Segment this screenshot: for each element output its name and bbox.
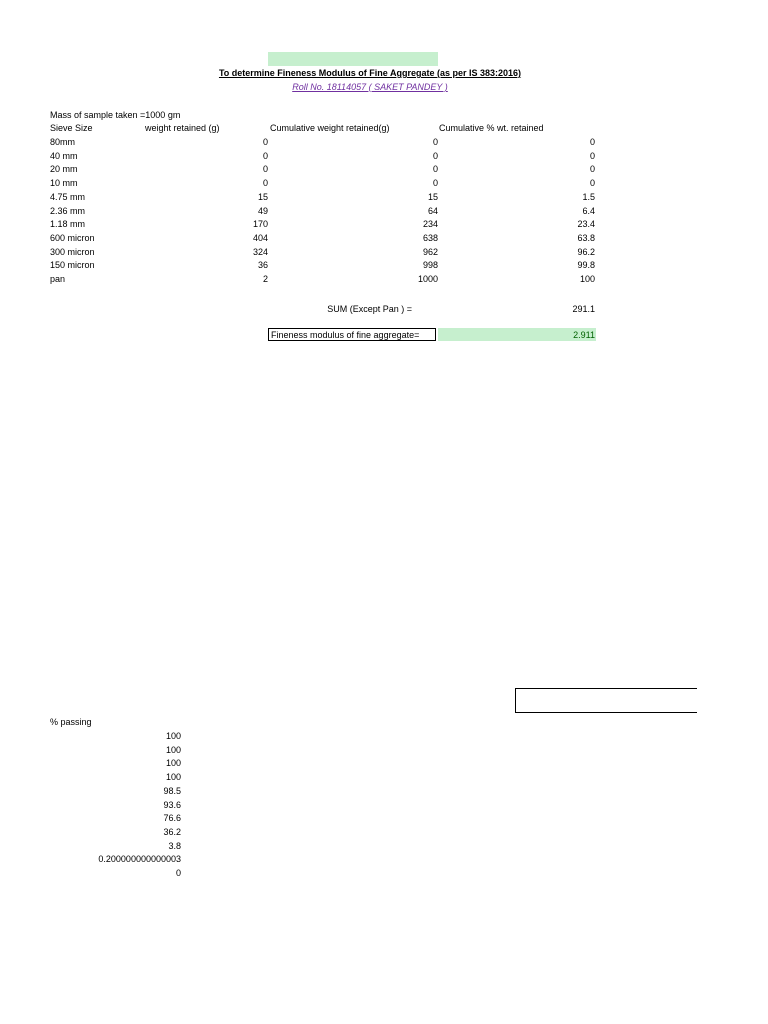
passing-header: % passing bbox=[50, 717, 92, 727]
passing-value: 100 bbox=[165, 772, 181, 783]
cell-cumulative: 1000 bbox=[417, 274, 438, 284]
passing-value: 100 bbox=[165, 758, 181, 769]
cell-sieve: 40 mm bbox=[50, 150, 78, 161]
cell-percent: 63.8 bbox=[577, 232, 595, 243]
passing-value: 0.200000000000003 bbox=[98, 854, 181, 865]
cell-cumulative: 0 bbox=[432, 150, 438, 161]
cell-percent: 0 bbox=[589, 150, 595, 161]
cell-cumulative: 234 bbox=[422, 219, 438, 230]
passing-value: 36.2 bbox=[163, 826, 181, 837]
page-title: To determine Fineness Modulus of Fine Aggregate (as per IS 383:2016) bbox=[218, 68, 522, 78]
cell-percent: 6.4 bbox=[582, 205, 595, 216]
cell-cumulative: 64 bbox=[427, 205, 438, 216]
sum-label: SUM (Except Pan ) = bbox=[327, 304, 412, 314]
passing-value: 3.8 bbox=[168, 840, 181, 851]
cell-percent: 99.8 bbox=[577, 260, 595, 271]
cell-weight: 324 bbox=[252, 246, 268, 257]
cell-percent: 0 bbox=[589, 137, 595, 147]
cell-percent: 96.2 bbox=[577, 246, 595, 257]
passing-value: 0 bbox=[175, 868, 181, 878]
cell-cumulative: 962 bbox=[422, 246, 438, 257]
cell-percent: 23.4 bbox=[577, 219, 595, 230]
col-header-weight: weight retained (g) bbox=[145, 123, 220, 133]
title-highlight-bar bbox=[268, 52, 438, 66]
cell-weight: 404 bbox=[252, 232, 268, 243]
cell-sieve: pan bbox=[50, 274, 66, 284]
col-header-percent: Cumulative % wt. retained bbox=[439, 123, 544, 133]
passing-value: 100 bbox=[165, 731, 181, 741]
passing-value: 100 bbox=[165, 744, 181, 755]
cell-cumulative: 638 bbox=[422, 232, 438, 243]
passing-value: 76.6 bbox=[163, 813, 181, 824]
cell-weight: 2 bbox=[262, 274, 268, 284]
cell-sieve: 1.18 mm bbox=[50, 219, 86, 230]
col-header-sieve: Sieve Size bbox=[50, 123, 93, 133]
cell-cumulative: 998 bbox=[422, 260, 438, 271]
cell-sieve: 150 micron bbox=[50, 260, 95, 271]
cell-sieve: 10 mm bbox=[50, 178, 78, 189]
cell-sieve: 300 micron bbox=[50, 246, 95, 257]
cell-cumulative: 0 bbox=[432, 164, 438, 175]
roll-number: Roll No. 18114057 ( SAKET PANDEY ) bbox=[292, 82, 448, 92]
cell-cumulative: 0 bbox=[432, 137, 438, 147]
sum-value: 291.1 bbox=[572, 304, 595, 314]
cell-cumulative: 0 bbox=[432, 178, 438, 189]
empty-bordered-cell bbox=[515, 688, 697, 713]
cell-weight: 170 bbox=[252, 219, 268, 230]
cell-sieve: 4.75 mm bbox=[50, 191, 86, 202]
passing-value: 98.5 bbox=[163, 785, 181, 796]
cell-weight: 0 bbox=[262, 137, 268, 147]
cell-weight: 36 bbox=[257, 260, 268, 271]
cell-sieve: 600 micron bbox=[50, 232, 95, 243]
cell-weight: 0 bbox=[262, 150, 268, 161]
cell-weight: 49 bbox=[257, 205, 268, 216]
passing-value: 93.6 bbox=[163, 799, 181, 810]
cell-percent: 100 bbox=[579, 274, 595, 284]
cell-percent: 0 bbox=[589, 178, 595, 189]
col-header-cumulative: Cumulative weight retained(g) bbox=[270, 123, 390, 133]
cell-weight: 0 bbox=[262, 164, 268, 175]
fineness-label: Fineness modulus of fine aggregate= bbox=[271, 330, 420, 340]
fineness-value: 2.911 bbox=[573, 330, 595, 340]
cell-percent: 1.5 bbox=[582, 191, 595, 202]
mass-label: Mass of sample taken =1000 gm bbox=[50, 110, 181, 120]
cell-sieve: 2.36 mm bbox=[50, 205, 86, 216]
cell-weight: 15 bbox=[257, 191, 268, 202]
cell-cumulative: 15 bbox=[427, 191, 438, 202]
cell-weight: 0 bbox=[262, 178, 268, 189]
cell-sieve: 20 mm bbox=[50, 164, 78, 175]
cell-percent: 0 bbox=[589, 164, 595, 175]
cell-sieve: 80mm bbox=[50, 137, 76, 147]
